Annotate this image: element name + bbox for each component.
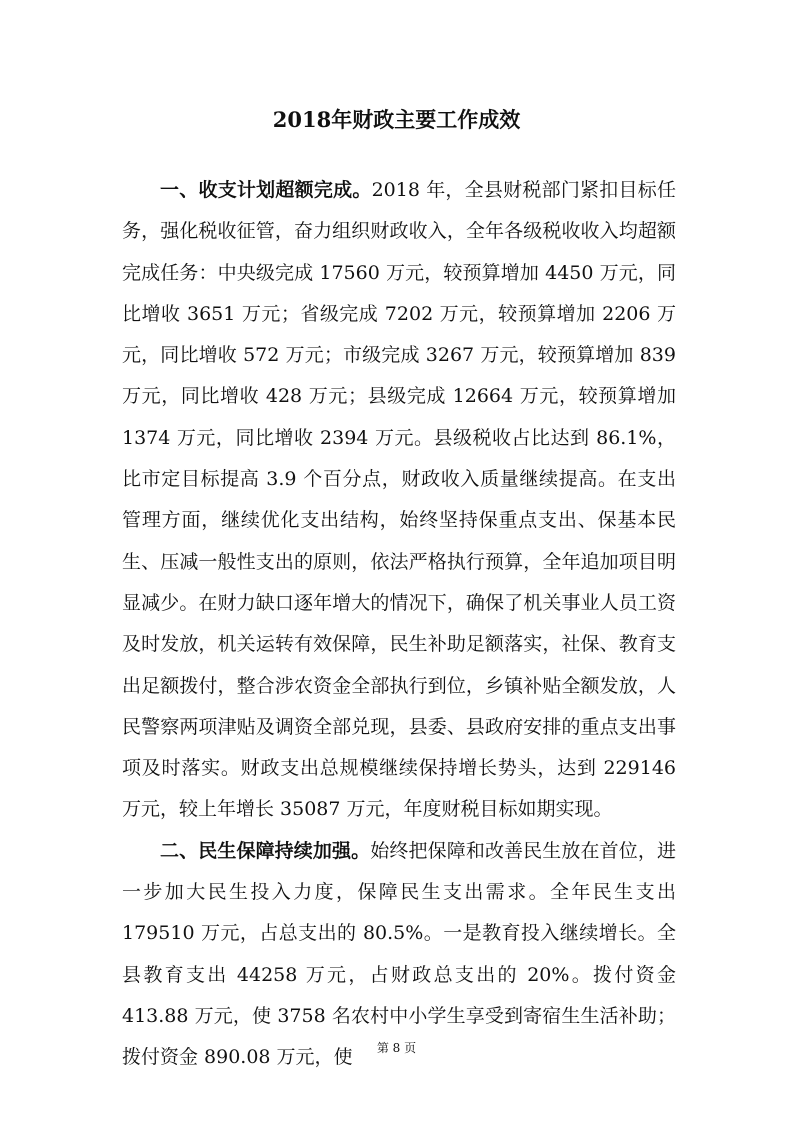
paragraph-heading: 二、民生保障持续加强。: [160, 839, 371, 862]
page-title: 2018年财政主要工作成效: [272, 107, 521, 132]
page-number: 第 8 页: [376, 1041, 417, 1055]
paragraph-revenue-expenditure: [122, 170, 676, 831]
paragraph-text: 始终把保障和改善民生放在首位，进一步加大民生投入力度，保障民生支出需求。全年民生支出 179510 万元，占总支出的 80.5%。一是教育投入继续增长。全县教育支出 44258 万元，占财政总支出的 20%。拨付资金 413.88 万元，使 3758 名农村中小学生享受到寄宿生生活补助；拨付资金 890.08 万元，使: [122, 839, 676, 1069]
paragraph-text: 2018 年，全县财税部门紧扣目标任务，强化税收征管，奋力组织财政收入，全年各级税收收入均超额完成任务：中央级完成 17560 万元，较预算增加 4450 万元，同比增收 3651 万元；省级完成 7202 万元，较预算增加 2206 万元，同比增收 572 万元；市级完成 3267 万元，较预算增加 839 万元，同比增收 428 万元；县级完成 12664 万元，较预算增加 1374 万元，同比增收 2394 万元。县级税收占比达到 86.1%，比市定目标提高 3.9 个百分点，财政收入质量继续提高。在支出管理方面，继续优化支出结构，始终坚持保重点支出、保基本民生、压减一般性支出的原则，依法严格执行预算，全年追加项目明显减少。在财力缺口逐年增大的情况下，确保了机关事业人员工资及时发放，机关运转有效保障，民生补助足额落实，社保、教育支出足额拨付，整合涉农资金全部执行到位，乡镇补贴全额发放，人民警察两项津贴及调资全部兑现，县委、县政府安排的重点支出事项及时落实。财政支出总规模继续保持增长势头，达到 229146 万元，较上年增长 35087 万元，年度财税目标如期实现。: [122, 179, 676, 821]
paragraph-heading: 一、收支计划超额完成。: [160, 179, 372, 201]
document-body: [122, 170, 676, 1079]
